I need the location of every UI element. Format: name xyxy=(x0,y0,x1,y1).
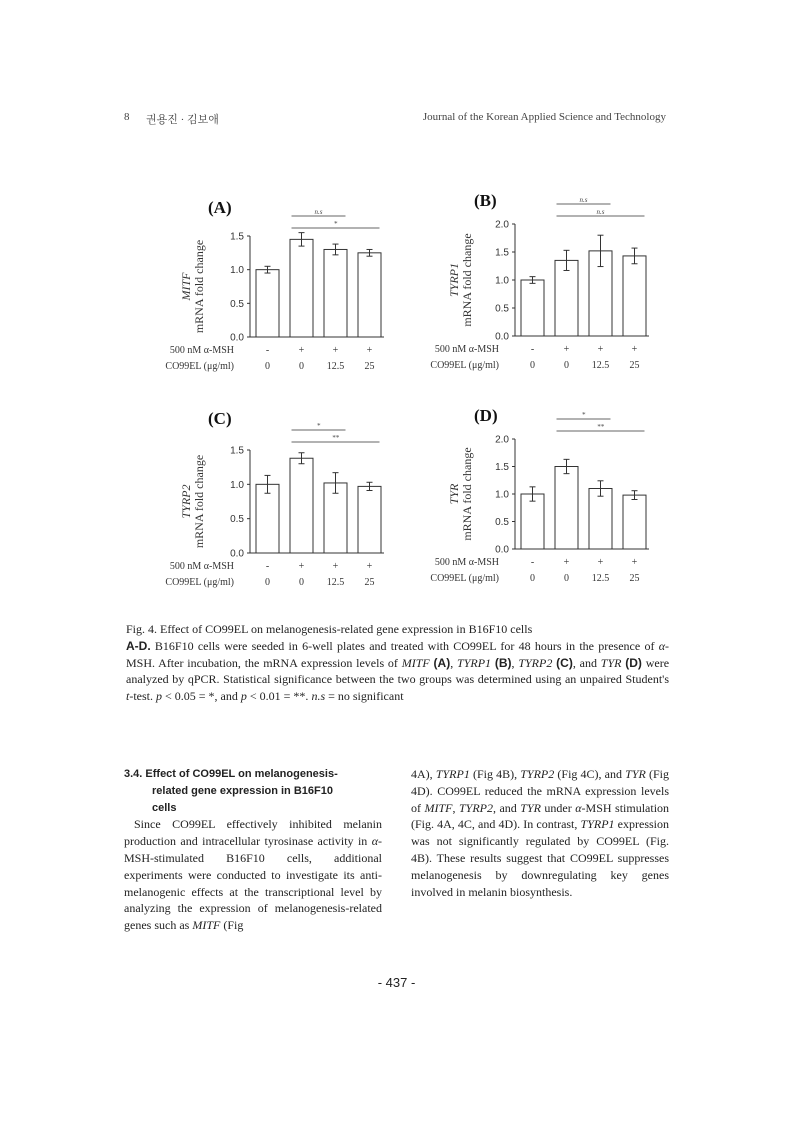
bar xyxy=(623,256,646,336)
section-paragraph-left: Since CO99EL effectively inhibited melanin production and intracellular tyrosinase activity in α-MSH-stimulated B16F10 cells, additional experiments were conducted to investigate its anti-melanogenic effects at the transcriptional level by analyzing the expression of melanogenesis-related genes such as MITF (Fig xyxy=(124,817,382,933)
co99el-value: 0 xyxy=(564,360,569,371)
panel-label: (B) xyxy=(474,191,497,210)
row-label-co99el: CO99EL (μg/ml) xyxy=(165,577,234,588)
y-tick-label: 0.0 xyxy=(230,548,244,560)
y-tick-label: 1.0 xyxy=(495,489,509,501)
msh-value: + xyxy=(332,561,339,572)
msh-value: + xyxy=(631,557,638,568)
bar xyxy=(256,270,279,337)
section-right-column: 4A), TYRP1 (Fig 4B), TYRP2 (Fig 4C), and TYR (Fig 4D). CO99EL reduced the mRNA expression levels of MITF, TYRP2, and TYR under α-MSH stimulation (Fig. 4A, 4C, and 4D). In contrast, TYRP1 expression was not significantly regulated by CO99EL (Fig. 4B). These results suggest that CO99EL suppresses melanogenesis by downregulating key genes involved in melanin biosynthesis. xyxy=(411,767,670,899)
row-label-co99el: CO99EL (μg/ml) xyxy=(430,360,499,371)
co99el-value: 0 xyxy=(530,573,535,584)
bar xyxy=(521,494,544,549)
msh-value: + xyxy=(298,345,305,356)
msh-value: + xyxy=(597,557,604,568)
y-axis-label: mRNA fold change xyxy=(192,454,206,549)
y-tick-label: 0.0 xyxy=(495,331,509,343)
msh-value: + xyxy=(563,344,570,355)
y-tick-label: 0.5 xyxy=(495,517,509,528)
bar xyxy=(290,458,313,553)
significance-label: * xyxy=(316,422,321,430)
bar xyxy=(324,249,347,337)
y-tick-label: 1.0 xyxy=(230,265,244,277)
bar xyxy=(358,253,381,337)
co99el-value: 12.5 xyxy=(326,361,345,372)
y-tick-label: 0.0 xyxy=(495,544,509,556)
page-number: 8 xyxy=(124,111,130,123)
running-authors: 권용진 · 김보애 xyxy=(146,114,219,126)
significance-label: n.s xyxy=(314,208,323,216)
row-label-co99el: CO99EL (μg/ml) xyxy=(165,361,234,372)
y-axis-label: mRNA fold change xyxy=(192,239,206,334)
y-axis-label: mRNA fold change xyxy=(460,447,474,541)
msh-value: + xyxy=(298,561,305,572)
y-tick-label: 0.0 xyxy=(230,332,244,344)
msh-value: + xyxy=(366,561,373,572)
y-tick-label: 0.5 xyxy=(495,303,509,315)
panel-label: (A) xyxy=(208,198,232,217)
page-footer: - 437 - xyxy=(377,975,416,990)
msh-value: - xyxy=(530,557,535,568)
msh-value: - xyxy=(530,344,535,355)
bar xyxy=(290,239,313,337)
panel-label: (D) xyxy=(474,406,498,425)
y-axis-gene-label: TYRP2 xyxy=(179,484,193,519)
y-tick-label: 0.5 xyxy=(230,298,244,310)
co99el-value: 0 xyxy=(265,361,270,372)
bar xyxy=(521,280,544,336)
row-label-co99el: CO99EL (μg/ml) xyxy=(430,573,499,584)
journal-title: Journal of the Korean Applied Science and Technology xyxy=(422,111,666,123)
co99el-value: 0 xyxy=(299,361,304,372)
y-tick-label: 1.0 xyxy=(230,479,244,491)
y-tick-label: 1.5 xyxy=(495,462,509,473)
significance-label: * xyxy=(581,411,586,419)
co99el-value: 12.5 xyxy=(591,573,610,584)
row-label-msh: 500 nM α-MSH xyxy=(434,557,499,568)
msh-value: + xyxy=(563,557,570,568)
co99el-value: 25 xyxy=(364,361,375,372)
row-label-msh: 500 nM α-MSH xyxy=(434,344,499,355)
significance-label: ** xyxy=(332,434,339,442)
co99el-value: 0 xyxy=(299,577,304,588)
bar xyxy=(589,489,612,550)
section-left-column xyxy=(124,766,382,934)
co99el-value: 0 xyxy=(530,360,535,371)
co99el-value: 12.5 xyxy=(591,360,610,371)
y-axis-gene-label: TYRP1 xyxy=(447,262,461,298)
co99el-value: 0 xyxy=(265,577,270,588)
msh-value: + xyxy=(597,344,604,355)
y-tick-label: 1.0 xyxy=(495,275,509,287)
co99el-value: 25 xyxy=(629,360,640,371)
bar xyxy=(256,484,279,553)
panel-label: (C) xyxy=(208,409,232,428)
co99el-value: 25 xyxy=(629,573,640,584)
row-label-msh: 500 nM α-MSH xyxy=(169,345,234,356)
significance-label: ** xyxy=(597,423,604,431)
caption-title: Fig. 4. Effect of CO99EL on melanogenesis-related gene expression in B16F10 cells xyxy=(126,622,533,636)
y-tick-label: 1.5 xyxy=(495,247,509,259)
co99el-value: 25 xyxy=(364,577,375,588)
row-label-msh: 500 nM α-MSH xyxy=(169,561,234,572)
y-axis-label: mRNA fold change xyxy=(460,233,474,327)
msh-value: + xyxy=(631,344,638,355)
y-axis-gene-label: TYR xyxy=(447,483,461,505)
co99el-value: 0 xyxy=(564,573,569,584)
y-tick-label: 2.0 xyxy=(495,219,509,231)
y-tick-label: 1.5 xyxy=(230,445,244,457)
bar xyxy=(358,486,381,553)
figure-caption xyxy=(126,621,669,705)
significance-label: n.s xyxy=(596,208,605,216)
y-axis-gene-label: MITF xyxy=(179,272,193,301)
bar xyxy=(555,467,578,550)
bar xyxy=(623,495,646,549)
bar xyxy=(555,260,578,336)
caption-body: A-D. B16F10 cells were seeded in 6-well plates and treated with CO99EL for 48 hours in the presence of α-MSH. After incubation, the mRNA expression levels of MITF (A), TYRP1 (B), TYRP2 (C), and TYR (D) were analyzed by qPCR. Statistical significance between the two groups was determined using an unpaired Student's t-test. p < 0.05 = *, and p < 0.01 = **. n.s = no significant xyxy=(126,638,670,704)
y-tick-label: 2.0 xyxy=(495,434,509,446)
y-tick-label: 1.5 xyxy=(230,231,244,243)
y-tick-label: 0.5 xyxy=(230,514,244,526)
co99el-value: 12.5 xyxy=(326,577,345,588)
msh-value: + xyxy=(366,345,373,356)
significance-label: * xyxy=(333,220,338,228)
msh-value: - xyxy=(265,345,270,356)
significance-label: n.s xyxy=(579,196,588,204)
msh-value: + xyxy=(332,345,339,356)
msh-value: - xyxy=(265,561,270,572)
section-heading: 3.4. Effect of CO99EL on melanogenesis- related gene expression in B16F10 cells xyxy=(124,768,338,814)
